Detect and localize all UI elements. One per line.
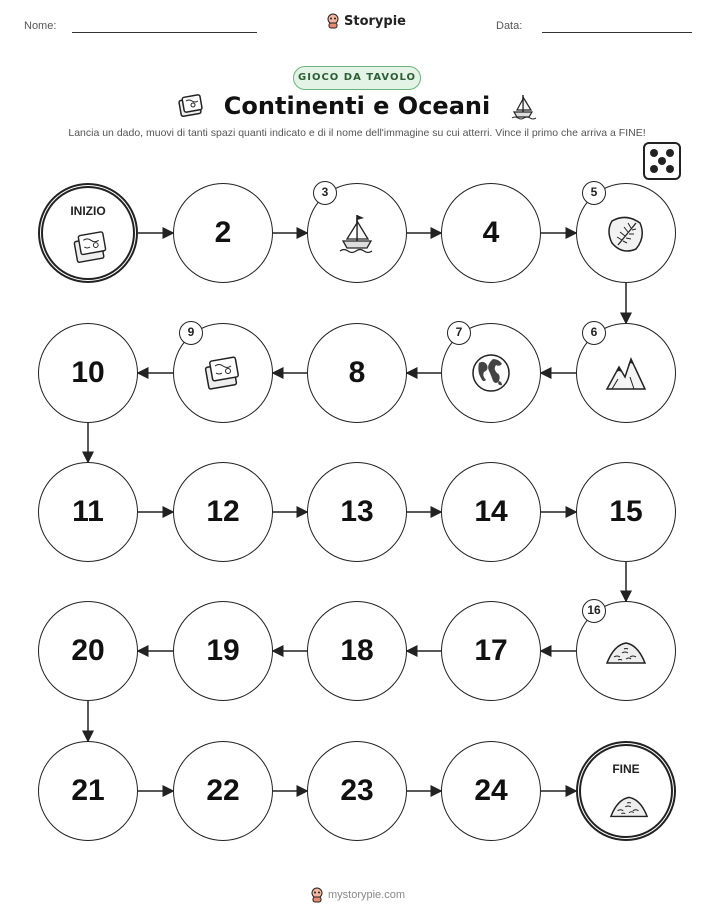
board-space-19 <box>173 601 273 701</box>
space-number: 19 <box>206 634 240 667</box>
board-space-17 <box>441 601 541 701</box>
space-number: 14 <box>474 495 508 528</box>
board-space-24 <box>441 741 541 841</box>
space-number-badge: 6 <box>582 321 606 345</box>
board-space-23 <box>307 741 407 841</box>
footer <box>310 887 405 903</box>
page-title: Continenti e Oceani <box>223 92 491 120</box>
space-number: 21 <box>71 774 105 807</box>
board-space-10 <box>38 323 138 423</box>
space-number-badge: 16 <box>582 599 606 623</box>
board-space-20 <box>38 601 138 701</box>
globe-icon <box>469 351 513 395</box>
leaf-fossil-icon <box>604 211 648 255</box>
sand-pile-icon <box>604 629 648 673</box>
name-label: Nome: <box>24 20 57 32</box>
space-number: 15 <box>609 495 643 528</box>
board-space-11 <box>38 462 138 562</box>
sailboat-icon <box>335 211 379 255</box>
space-number: 10 <box>71 356 105 389</box>
board-space-13 <box>307 462 407 562</box>
start-space <box>38 183 138 283</box>
board-space-18 <box>307 601 407 701</box>
brand-name: Storypie <box>344 13 406 29</box>
space-number-badge: 5 <box>582 181 606 205</box>
space-number-badge: 3 <box>313 181 337 205</box>
footer-url[interactable]: mystorypie.com <box>328 889 406 901</box>
space-number: 11 <box>72 495 104 528</box>
finish-label: FINE <box>612 762 640 776</box>
space-number: 20 <box>71 634 105 667</box>
space-number: 2 <box>214 216 232 249</box>
map-book-icon <box>70 226 112 268</box>
space-number-badge: 7 <box>447 321 471 345</box>
mountains-icon <box>604 351 648 395</box>
space-number: 18 <box>340 634 374 667</box>
space-number: 12 <box>206 495 240 528</box>
board-space-12 <box>173 462 273 562</box>
board-space-4 <box>441 183 541 283</box>
board-space-22 <box>173 741 273 841</box>
instructions-text: Lancia un dado, muovi di tanti spazi quanti indicato e di il nome dell'immagine su cui atterri. Vince il primo che arriva a FINE! <box>68 127 646 139</box>
start-label: INIZIO <box>70 204 106 218</box>
board-space-2 <box>173 183 273 283</box>
date-label: Data: <box>496 20 523 32</box>
category-badge: GIOCO DA TAVOLO <box>293 66 421 90</box>
board-space-8 <box>307 323 407 423</box>
map-book-icon <box>201 351 245 395</box>
space-number: 23 <box>340 774 374 807</box>
space-number: 24 <box>474 774 508 807</box>
storypie-mascot-icon <box>310 887 324 903</box>
finish-space <box>576 741 676 841</box>
space-number: 4 <box>482 216 500 249</box>
space-number: 22 <box>206 774 240 807</box>
space-number-badge: 9 <box>179 321 203 345</box>
sand-pile-icon <box>608 784 650 826</box>
board-space-21 <box>38 741 138 841</box>
board-space-14 <box>441 462 541 562</box>
board-space-15 <box>576 462 676 562</box>
space-number: 13 <box>340 495 374 528</box>
space-number: 17 <box>474 634 508 667</box>
space-number: 8 <box>348 356 366 389</box>
